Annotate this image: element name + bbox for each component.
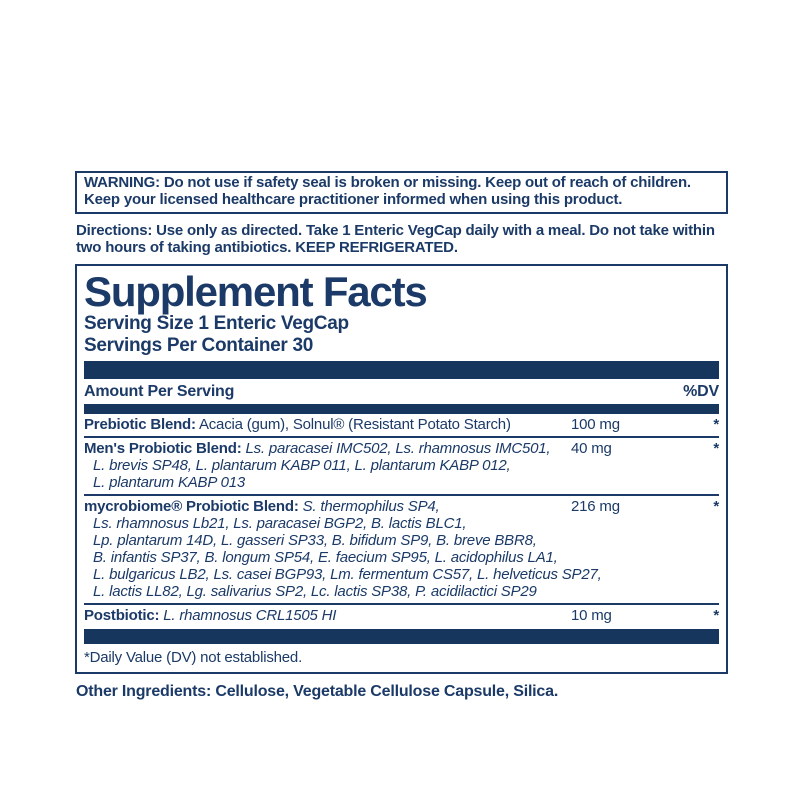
- ingredient-amount: 100 mg: [571, 416, 620, 433]
- directions-text: Use only as directed. Take 1 Enteric VegCap daily with a meal. Do not take within two hours of taking antibiotics.: [76, 222, 715, 256]
- supplement-facts-panel: [75, 264, 728, 674]
- ingredient-continuation: Lp. plantarum 14D, L. gasseri SP33, B. bifidum SP9, B. breve BBR8,: [93, 532, 537, 549]
- ingredient-row-postbiotic: [84, 605, 719, 627]
- directions-emphasis: KEEP REFRIGERATED.: [295, 238, 458, 256]
- dv-header: %DV: [683, 383, 719, 400]
- other-ingredients-label: Other Ingredients:: [76, 683, 212, 700]
- ingredient-continuation: L. plantarum KABP 013: [93, 474, 246, 491]
- ingredient-label: Men's Probiotic Blend:: [84, 440, 242, 457]
- amount-per-serving-header: Amount Per Serving: [84, 383, 235, 400]
- warning-text: Do not use if safety seal is broken or missing. Keep out of reach of children. Keep your licensed healthcare practitioner informed when using this product.: [84, 174, 691, 208]
- other-ingredients-text: Cellulose, Vegetable Cellulose Capsule, Silica.: [211, 683, 559, 700]
- ingredient-continuation: B. infantis SP37, B. longum SP54, E. faecium SP95, L. acidophilus LA1,: [93, 549, 558, 566]
- ingredient-amount: 40 mg: [571, 440, 612, 457]
- serving-size: Serving Size 1 Enteric VegCap: [84, 313, 349, 334]
- ingredient-continuation: L. brevis SP48, L. plantarum KABP 011, L. plantarum KABP 012,: [93, 457, 511, 474]
- ingredient-amount: 10 mg: [571, 607, 612, 624]
- ingredient-row-prebiotic: [84, 414, 719, 438]
- ingredient-name: [84, 498, 571, 515]
- ingredient-row-mycrobiome: [84, 496, 719, 605]
- servings-per-container: Servings Per Container 30: [84, 335, 314, 356]
- warning-label: WARNING:: [84, 174, 160, 191]
- ingredient-row-mens-probiotic: [84, 438, 719, 496]
- ingredient-label: Prebiotic Blend:: [84, 416, 196, 433]
- directions-label: Directions:: [76, 222, 153, 239]
- divider-bar-bottom: [84, 629, 719, 644]
- ingredient-dv: *: [713, 440, 719, 457]
- ingredient-name: [84, 416, 571, 433]
- dv-footnote: *Daily Value (DV) not established.: [84, 649, 303, 666]
- ingredient-continuation: Ls. rhamnosus Lb21, Ls. paracasei BGP2, B. lactis BLC1,: [93, 515, 467, 532]
- ingredient-amount: 216 mg: [571, 498, 620, 515]
- column-header-row: [84, 379, 719, 404]
- supplement-label: [75, 171, 728, 701]
- ingredient-desc: Acacia (gum), Solnul® (Resistant Potato Starch): [195, 416, 511, 433]
- panel-title: Supplement Facts: [84, 268, 427, 315]
- ingredient-desc: L. rhamnosus CRL1505 HI: [159, 607, 337, 624]
- ingredient-dv: *: [713, 498, 719, 515]
- ingredient-continuation: L. bulgaricus LB2, Ls. casei BGP93, Lm. fermentum CS57, L. helveticus SP27,: [93, 566, 602, 583]
- ingredient-name: [84, 440, 571, 457]
- ingredient-label: mycrobiome® Probiotic Blend:: [84, 498, 299, 515]
- ingredient-name: [84, 607, 571, 624]
- ingredient-dv: *: [713, 416, 719, 433]
- other-ingredients: [75, 683, 728, 701]
- ingredient-desc: S. thermophilus SP4,: [298, 498, 440, 515]
- ingredient-desc: Ls. paracasei IMC502, Ls. rhamnosus IMC501,: [241, 440, 551, 457]
- warning-box: [75, 171, 728, 214]
- ingredient-label: Postbiotic:: [84, 607, 160, 624]
- divider-bar-top: [84, 361, 719, 379]
- divider-bar-header: [84, 404, 719, 414]
- ingredient-continuation: L. lactis LL82, Lg. salivarius SP2, Lc. lactis SP38, P. acidilactici SP29: [93, 583, 537, 600]
- directions: [75, 223, 728, 256]
- ingredient-dv: *: [713, 607, 719, 624]
